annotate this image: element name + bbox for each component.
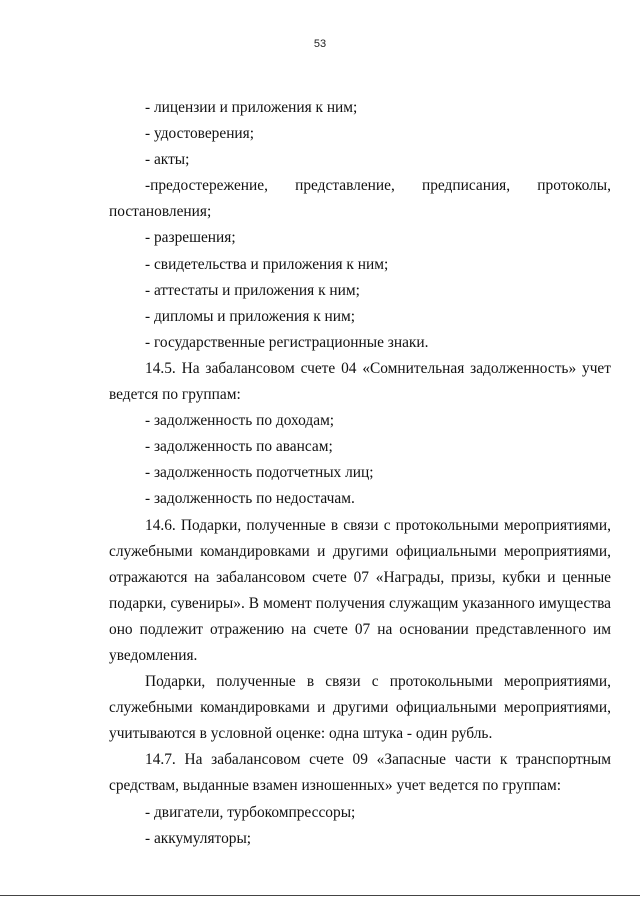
list-item: - удостоверения; [145,125,255,143]
page-bottom-edge [0,895,640,896]
list-item: - государственные регистрационные знаки. [145,333,429,351]
paragraph-14-7: 14.7. На забалансовом счете 09 «Запасные части к транспортным средствам, выданные взамен изношенных» учет ведется по группам: [109,751,611,795]
document-body [109,95,611,852]
list-item: - разрешения; [145,229,236,247]
paragraph-14-5: 14.5. На забалансовом счете 04 «Сомнительная задолженность» учет ведется по группам: [109,359,611,404]
list-item-line: -предостережение, представление, предписания, протоколы, [145,177,611,195]
list-item: - аттестаты и приложения к ним; [145,281,360,299]
list-item: - аккумуляторы; [145,829,252,847]
list-item: - задолженность по недостачам. [145,490,355,508]
list-item: - двигатели, турбокомпрессоры; [145,803,356,821]
paragraph-gifts: Подарки, полученные в связи с протокольными мероприятиями, служебными командировками и другими официальными мероприятиями, учитываются в условной оценке: одна штука - один рубль. [109,673,611,743]
list-item: - дипломы и приложения к ним; [145,307,356,325]
list-item: - лицензии и приложения к ним; [145,99,358,116]
list-item-continuation: постановления; [109,203,212,221]
list-item: - свидетельства и приложения к ним; [145,255,389,273]
paragraph-14-6: 14.6. Подарки, полученные в связи с протокольными мероприятиями, служебными командировками и другими официальными мероприятиями, отражаются на забалансовом счете 07 «Награды, призы, кубки и ценные подарки, сувениры». В момент получения служащим указанного имущества оно подлежит отражению на счете 07 на основании представленного им уведомления. [109,516,611,664]
list-item: - задолженность подотчетных лиц; [145,464,374,482]
list-item: - акты; [145,151,190,169]
list-item: - задолженность по авансам; [145,438,333,456]
list-item: - задолженность по доходам; [145,412,335,430]
page-number: 53 [313,38,327,50]
